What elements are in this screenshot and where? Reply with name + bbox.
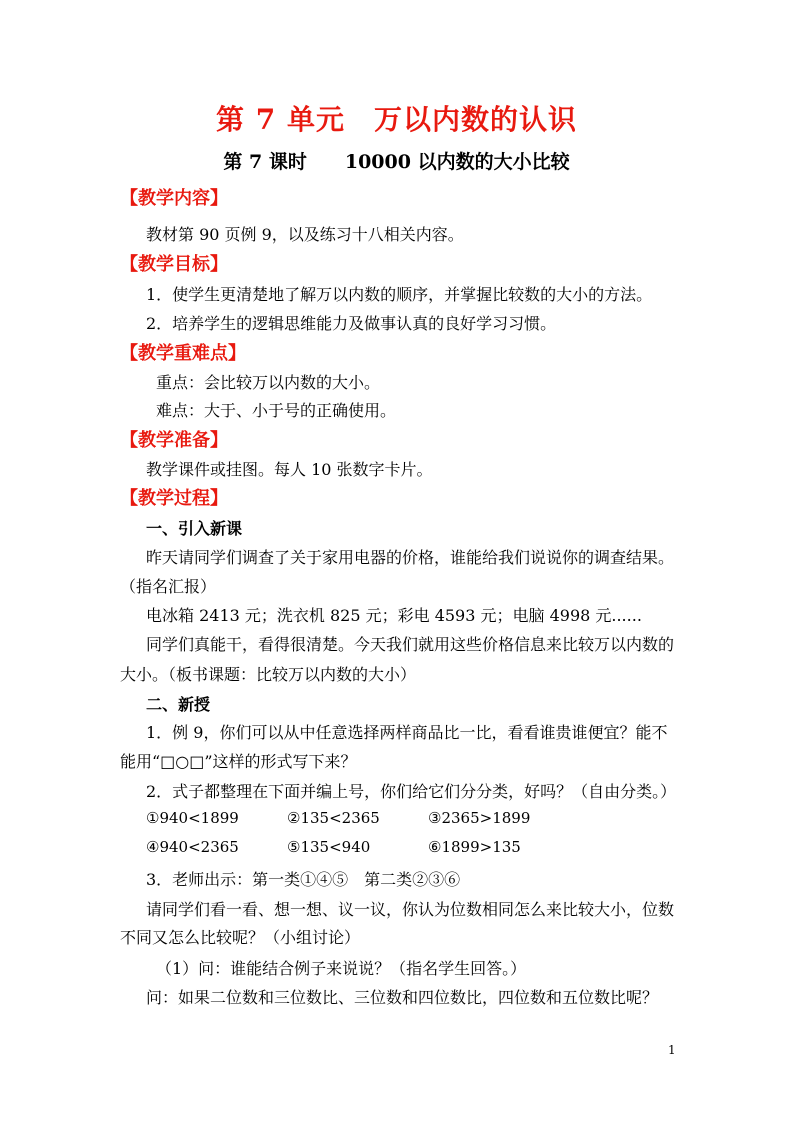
formula-item: ①940<1899 xyxy=(146,809,239,827)
lesson-subtitle: 第 7 课时 10000 以内数的大小比较 xyxy=(223,151,570,173)
goal-item-2: 2．培养学生的逻辑思维能力及做事认真的良好学习习惯。 xyxy=(146,314,557,333)
difficult-point: 难点：大于、小于号的正确使用。 xyxy=(156,401,397,420)
formula-item: ②135<2365 xyxy=(287,809,380,827)
part1-title: 一、引入新课 xyxy=(146,519,243,538)
step2-text: 2．式子都整理在下面并编上号，你们给它们分分类，好吗？（自由分类。） xyxy=(146,782,677,801)
goal-item-1: 1．使学生更清楚地了解万以内数的顺序，并掌握比较数的大小的方法。 xyxy=(146,285,653,304)
page-title: 第 7 单元 万以内数的认识 xyxy=(216,103,577,136)
question-1: （1）问：谁能结合例子来说说？（指名学生回答。） xyxy=(156,959,527,978)
section-heading-content: 【教学内容】 xyxy=(120,188,228,209)
formula-item: ⑤135<940 xyxy=(287,838,371,856)
step3-text: 3．老师出示：第一类①④⑤ 第二类②③⑥ xyxy=(146,870,461,889)
content-text: 教材第 90 页例 9，以及练习十八相关内容。 xyxy=(146,225,464,244)
question-2: 问：如果二位数和三位数比、三位数和四位数比，四位数和五位数比呢？ xyxy=(146,988,659,1007)
formula-item: ⑥1899>135 xyxy=(428,838,521,856)
page-number: 1 xyxy=(668,1043,676,1057)
section-heading-process: 【教学过程】 xyxy=(120,488,228,509)
preparation-text: 教学课件或挂图。每人 10 张数字卡片。 xyxy=(146,460,433,479)
section-heading-key-points: 【教学重难点】 xyxy=(120,343,246,364)
paragraph-survey-line1: 昨天请同学们调查了关于家用电器的价格，谁能给我们说说你的调查结果。 xyxy=(146,548,675,567)
section-heading-goals: 【教学目标】 xyxy=(120,254,228,275)
key-point: 重点：会比较万以内数的大小。 xyxy=(156,373,381,392)
paragraph-survey-line2: （指名汇报） xyxy=(120,577,217,596)
formula-item: ④940<2365 xyxy=(146,838,239,856)
prices-list: 电冰箱 2413 元；洗衣机 825 元；彩电 4593 元；电脑 4998 元...... xyxy=(146,606,642,625)
paragraph-intro-line2: 大小。（板书课题：比较万以内数的大小） xyxy=(120,665,417,684)
formula-item: ③2365>1899 xyxy=(428,809,531,827)
step1-line2: 能用“□○□”这样的形式写下来？ xyxy=(120,752,357,771)
part2-title: 二、新授 xyxy=(146,695,211,714)
discussion-line2: 不同又怎么比较呢？（小组讨论） xyxy=(120,928,361,947)
section-heading-preparation: 【教学准备】 xyxy=(120,430,228,451)
discussion-line1: 请同学们看一看、想一想、议一议，你认为位数相同怎么来比较大小，位数 xyxy=(146,900,675,919)
paragraph-intro-line1: 同学们真能干，看得很清楚。今天我们就用这些价格信息来比较万以内数的 xyxy=(146,635,675,654)
step1-line1: 1．例 9，你们可以从中任意选择两样商品比一比，看看谁贵谁便宜？能不 xyxy=(146,723,668,742)
